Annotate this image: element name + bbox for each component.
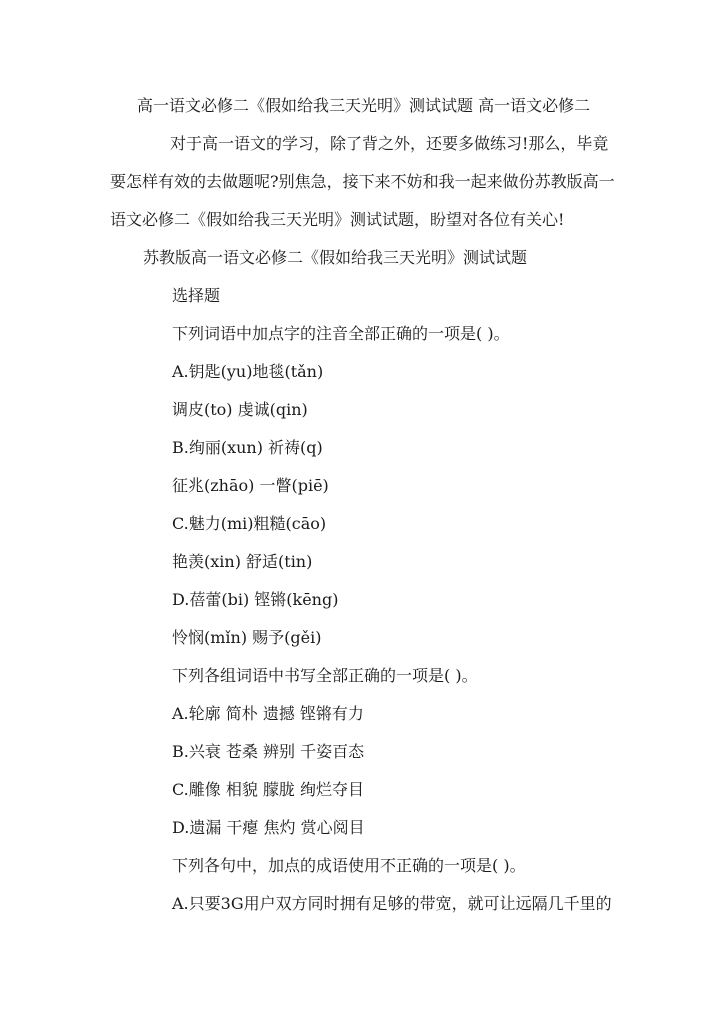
question-2-option-c: C.雕像 相貌 朦胧 绚烂夺目 [172, 780, 365, 799]
question-1-line: C.魅力(mi)粗糙(cāo) [172, 514, 327, 533]
document-subtitle: 苏教版高一语文必修二《假如给我三天光明》测试试题 [143, 248, 528, 267]
question-2-option-a: A.轮廓 简朴 遗撼 铿锵有力 [172, 704, 364, 723]
intro-paragraph-line-1: 对于高一语文的学习，除了背之外，还要多做练习!那么，毕竟 [170, 134, 609, 153]
question-1-line: B.绚丽(xun) 祈祷(q) [172, 438, 323, 457]
question-1-line: 征兆(zhāo) 一瞥(piē) [172, 476, 329, 495]
question-2-stem: 下列各组词语中书写全部正确的一项是( )。 [172, 666, 478, 685]
question-1-stem: 下列词语中加点字的注音全部正确的一项是( )。 [172, 324, 510, 343]
question-1-line: D.蓓蕾(bi) 铿锵(kēng) [172, 590, 339, 609]
question-3-option-a: A.只要3G用户双方同时拥有足够的带宽，就可让远隔几千里的 [172, 894, 612, 913]
question-1-line: 调皮(to) 虔诚(qin) [172, 400, 308, 419]
question-1-line: 艳羡(xin) 舒适(tin) [172, 552, 313, 571]
question-2-option-b: B.兴衰 苍桑 辨别 千姿百态 [172, 742, 365, 761]
document-title: 高一语文必修二《假如给我三天光明》测试试题 高一语文必修二 [137, 96, 591, 115]
question-2-option-d: D.遗漏 干瘪 焦灼 赏心阅目 [172, 818, 365, 837]
intro-paragraph-line-3: 语文必修二《假如给我三天光明》测试试题，盼望对各位有关心! [110, 210, 565, 229]
question-3-stem: 下列各句中，加点的成语使用不正确的一项是( )。 [172, 856, 526, 875]
intro-paragraph-line-2: 要怎样有效的去做题呢?别焦急，接下来不妨和我一起来做份苏教版高一 [110, 172, 615, 191]
question-1-line: A.钥匙(yu)地毯(tǎn) [172, 362, 324, 381]
question-1-line: 怜悯(mǐn) 赐予(gěi) [172, 628, 322, 647]
section-heading: 选择题 [172, 286, 221, 305]
